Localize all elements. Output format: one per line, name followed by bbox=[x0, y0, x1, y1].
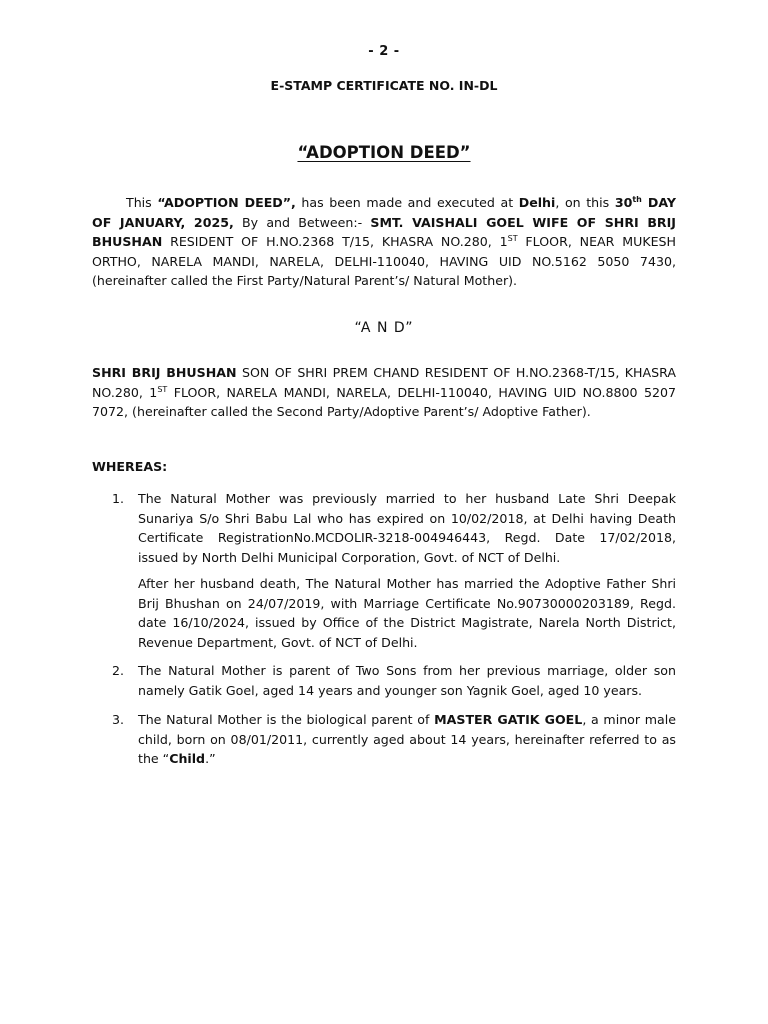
child-name: MASTER GATIK GOEL bbox=[434, 712, 583, 727]
intro-text: , on this bbox=[555, 195, 615, 210]
clause-3-run: The Natural Mother is the biological parent of bbox=[138, 712, 435, 727]
first-party-name: SMT. VAISHALI GOEL WIFE OF SHRI BRIJ BHUSHAN bbox=[92, 214, 676, 250]
second-party-address: SON OF SHRI PREM CHAND RESIDENT OF H.NO.2368-T/15, KHASRA NO.280, 1 bbox=[92, 365, 676, 400]
certificate-heading: E-STAMP CERTIFICATE NO. IN-DL bbox=[270, 78, 498, 93]
clause-1-text: The Natural Mother was previously married to her husband Late Shri Deepak Sunariya S/o Shri Babu Lal who has expired on 10/02/2018, at Delhi having Death Certificate RegistrationNo.MCDOLIR-3218-004946443, Regd. Date 17/02/2018, issued by North Delhi Municipal Corporation, Govt. of NCT of Delhi. bbox=[138, 491, 676, 565]
clause-3-run: , a minor male child, born on 08/01/2011, currently aged about 14 years, hereinafter referred to as the “ bbox=[138, 712, 677, 767]
intro-deed-name: “ADOPTION DEED”, bbox=[157, 195, 296, 210]
page-number: - 2 - bbox=[368, 44, 400, 59]
intro-text: By and Between:- bbox=[233, 214, 371, 230]
intro-date: DAY OF JANUARY, 2025, bbox=[92, 195, 676, 230]
intro-paragraph bbox=[92, 193, 676, 291]
floor-suffix: ST bbox=[507, 234, 518, 243]
second-party-details: FLOOR, NARELA MANDI, NARELA, DELHI-110040, HAVING UID NO.8800 5207 7072, (hereinafter called the Second Party/Adoptive Parent’s/ Adoptive Father). bbox=[92, 384, 676, 420]
floor-suffix: ST bbox=[157, 384, 168, 394]
intro-text: has been made and executed at bbox=[295, 195, 519, 210]
and-separator: “A N D” bbox=[354, 320, 414, 336]
intro-day: 30 bbox=[614, 195, 633, 210]
clause-number: 3. bbox=[112, 712, 125, 727]
clause-3-run: .” bbox=[205, 751, 216, 767]
first-party-address: RESIDENT OF H.NO.2368 T/15, KHASRA NO.280, 1 bbox=[162, 234, 508, 250]
first-party-details: FLOOR, NEAR MUKESH ORTHO, NARELA MANDI, NARELA, DELHI-110040, HAVING UID NO.5162 5050 7430, (hereinafter called the First Party/Natural Parent’s/ Natural Mother). bbox=[92, 234, 676, 289]
second-party-paragraph bbox=[92, 363, 676, 422]
clause-2-text: The Natural Mother is parent of Two Sons from her previous marriage, older son namely Gatik Goel, aged 14 years and younger son Yagnik Goel, aged 10 years. bbox=[138, 663, 676, 698]
whereas-heading: WHEREAS: bbox=[92, 459, 168, 474]
child-term: Child bbox=[169, 751, 206, 767]
clause-number: 2. bbox=[112, 663, 125, 678]
clause-3-text bbox=[138, 710, 676, 769]
intro-text: This bbox=[126, 195, 158, 210]
second-party-name: SHRI BRIJ BHUSHAN bbox=[92, 365, 237, 380]
clause-number: 1. bbox=[112, 491, 125, 506]
intro-place: Delhi bbox=[518, 195, 556, 210]
deed-title: “ADOPTION DEED” bbox=[297, 143, 471, 162]
intro-day-suffix: th bbox=[632, 194, 642, 204]
clause-1-continuation: After her husband death, The Natural Mother has married the Adoptive Father Shri Brij Bhushan on 24/07/2019, with Marriage Certificate No.90730000203189, Regd. date 16/10/2024, issued by Office of the District Magistrate, Narela North District, Revenue Department, Govt. of NCT of Delhi. bbox=[138, 576, 676, 650]
